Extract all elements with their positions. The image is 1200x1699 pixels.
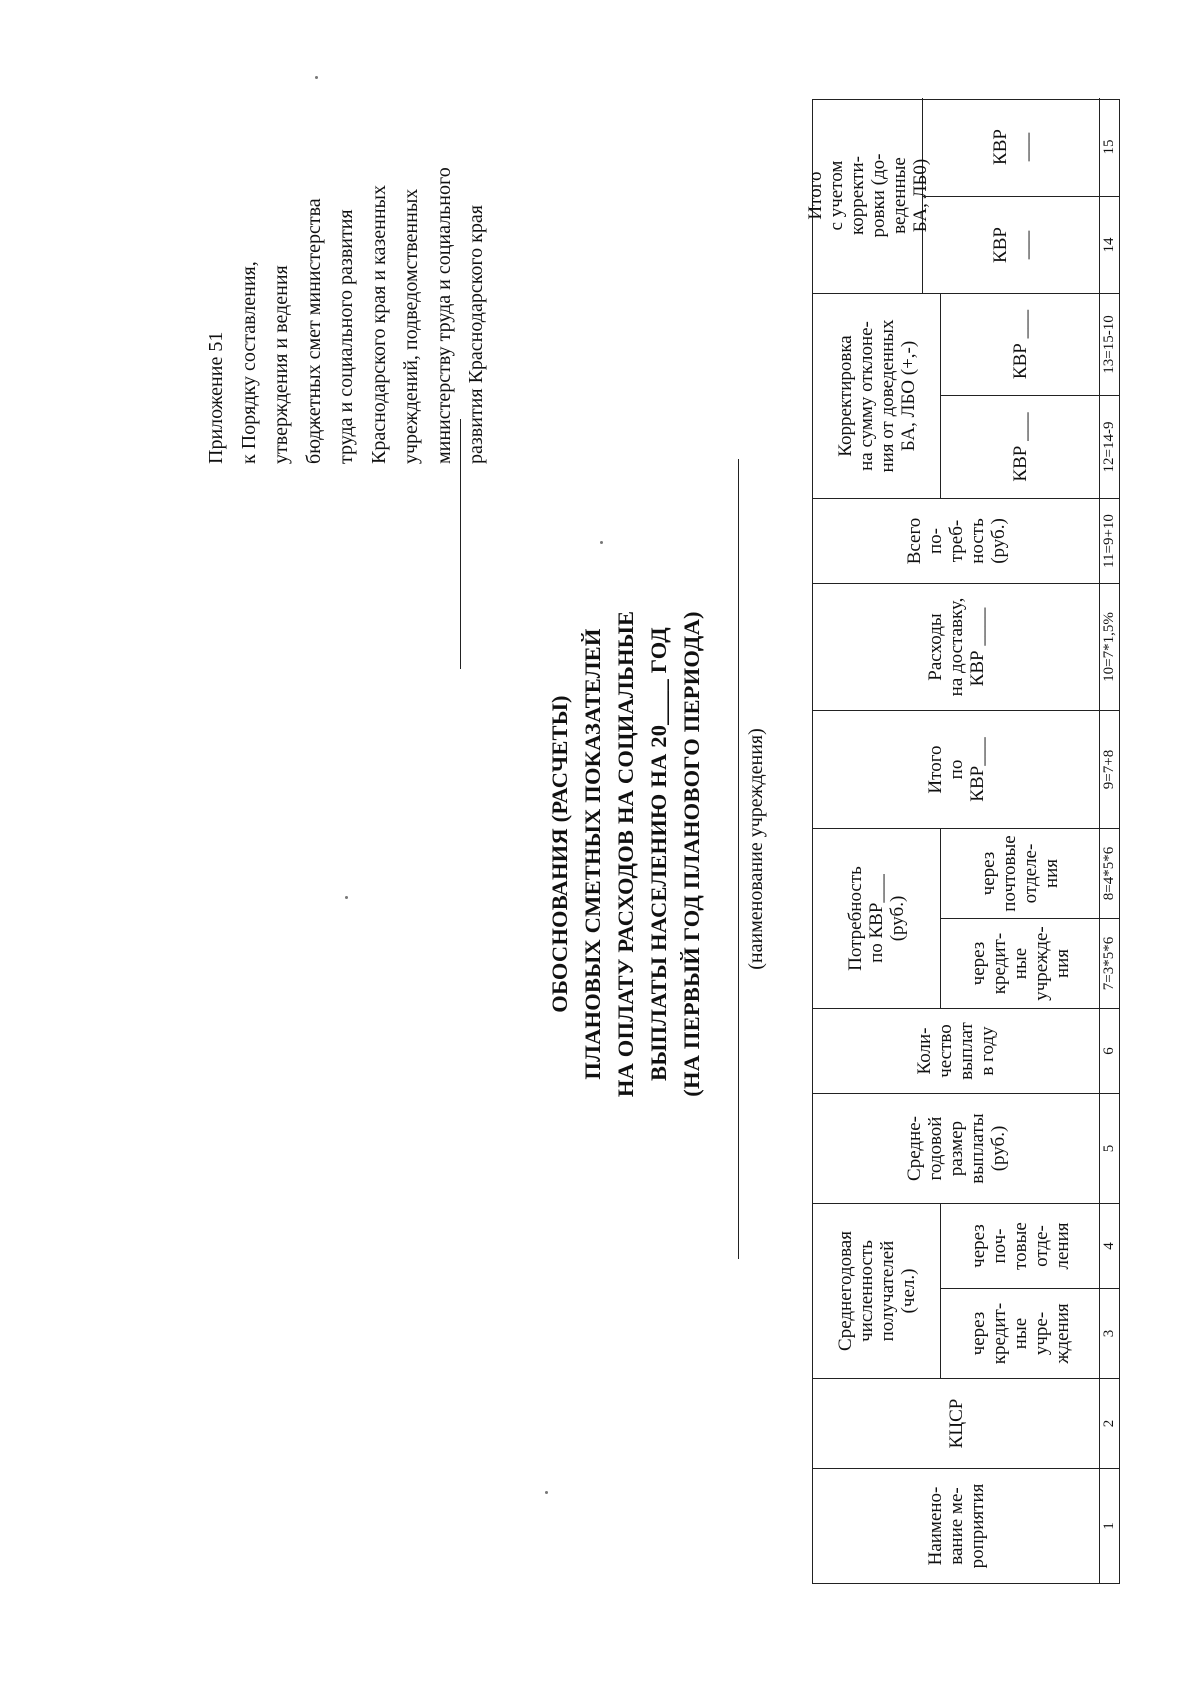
column-number-cell: 15 [1101,139,1117,155]
header-final-kvr-2: КВР ___ [923,98,1100,196]
header-need-post: через почтовые отделе- ния [941,828,1100,918]
appendix-line: Приложение 51 [205,331,227,464]
header-payments-per-year: Коли- чество выплат в году [813,1008,1100,1093]
scan-speck [345,896,348,899]
institution-caption: (наименование учреждения) [745,728,767,970]
column-number-cell: 5 [1100,1093,1119,1203]
appendix-line: утверждения и ведения [270,265,292,464]
column-number-cell: 9=7+8 [1100,710,1119,828]
column-number-cell: 12=14-9 [1100,395,1119,498]
column-number-cell: 11=9+10 [1100,498,1119,583]
header-recipients-credit: через кредит- ные учре- ждения [941,1288,1100,1378]
header-need: Потребность по КВР___ (руб.) [813,828,941,1008]
title-line: (НА ПЕРВЫЙ ГОД ПЛАНОВОГО ПЕРИОДА) [679,611,704,1097]
appendix-note [200,0,493,464]
column-number-cell: 7=3*5*6 [1100,918,1119,1008]
column-number-cell: 4 [1100,1203,1119,1288]
appendix-line: учреждений, подведомственных [400,188,422,464]
header-average-recipients: Среднегодовая численность получателей (чел.) [813,1203,941,1378]
header-total-need: Всего по- треб- ность (руб.) [813,498,1100,583]
column-number-cell: 10=7*1,5% [1100,583,1119,710]
calculation-table [804,99,1120,1584]
header-final-total: Итого с учетом корректи- ровки (до- веденные БА, ЛБ0) [813,98,923,293]
header-total-kvr: Итого по КВР___ [813,710,1100,828]
header-kcsr: КЦСР [813,1378,1100,1468]
header-correction: Корректировка на сумму отклоне- ния от доведенных БА, ЛБО (+,-) [813,293,941,498]
header-delivery-costs: Расходы на доставку, КВР ____ [813,583,1100,710]
document-title [543,454,708,1254]
appendix-line: Краснодарского края и казенных [367,185,390,464]
appendix-underline [460,419,461,669]
column-number-cell: 1 [1100,1468,1119,1583]
title-line: ОБОСНОВАНИЯ (РАСЧЕТЫ) [547,695,572,1013]
title-line: ПЛАНОВЫХ СМЕТНЫХ ПОКАЗАТЕЛЕЙ [580,628,605,1080]
header-correction-kvr-2: КВР ___ [941,293,1100,395]
header-need-credit: через кредит- ные учрежде- ния [941,918,1100,1008]
column-number-cell: 8=4*5*6 [1100,828,1119,918]
institution-line [738,459,739,1259]
title-line: НА ОПЛАТУ РАСХОДОВ НА СОЦИАЛЬНЫЕ [613,610,638,1098]
scan-speck [545,1491,548,1494]
header-final-kvr-1: КВР ___ [923,196,1100,293]
title-line: ВЫПЛАТЫ НАСЕЛЕНИЮ НА 20____ ГОД [646,627,671,1082]
appendix-line: к Порядку составления, [237,261,260,464]
header-event-name: Наимено- вание ме- роприятия [813,1468,1100,1583]
header-average-payment: Средне- годовой размер выплаты (руб.) [813,1093,1100,1203]
column-number-cell: 13=15-10 [1100,293,1119,395]
column-number-cell: 3 [1100,1288,1119,1378]
column-number-cell: 6 [1100,1008,1119,1093]
appendix-line: развития Краснодарского края [465,205,487,464]
appendix-line: бюджетных смет министерства [302,198,325,464]
appendix-line: министерству труда и социального [432,167,455,464]
appendix-line: труда и социального развития [335,209,357,464]
column-number-cell: 14 [1100,196,1119,293]
column-number-cell: 2 [1100,1378,1119,1468]
header-correction-kvr-1: КВР ___ [941,395,1100,498]
header-recipients-post: через поч- товые отде- ления [941,1203,1100,1288]
